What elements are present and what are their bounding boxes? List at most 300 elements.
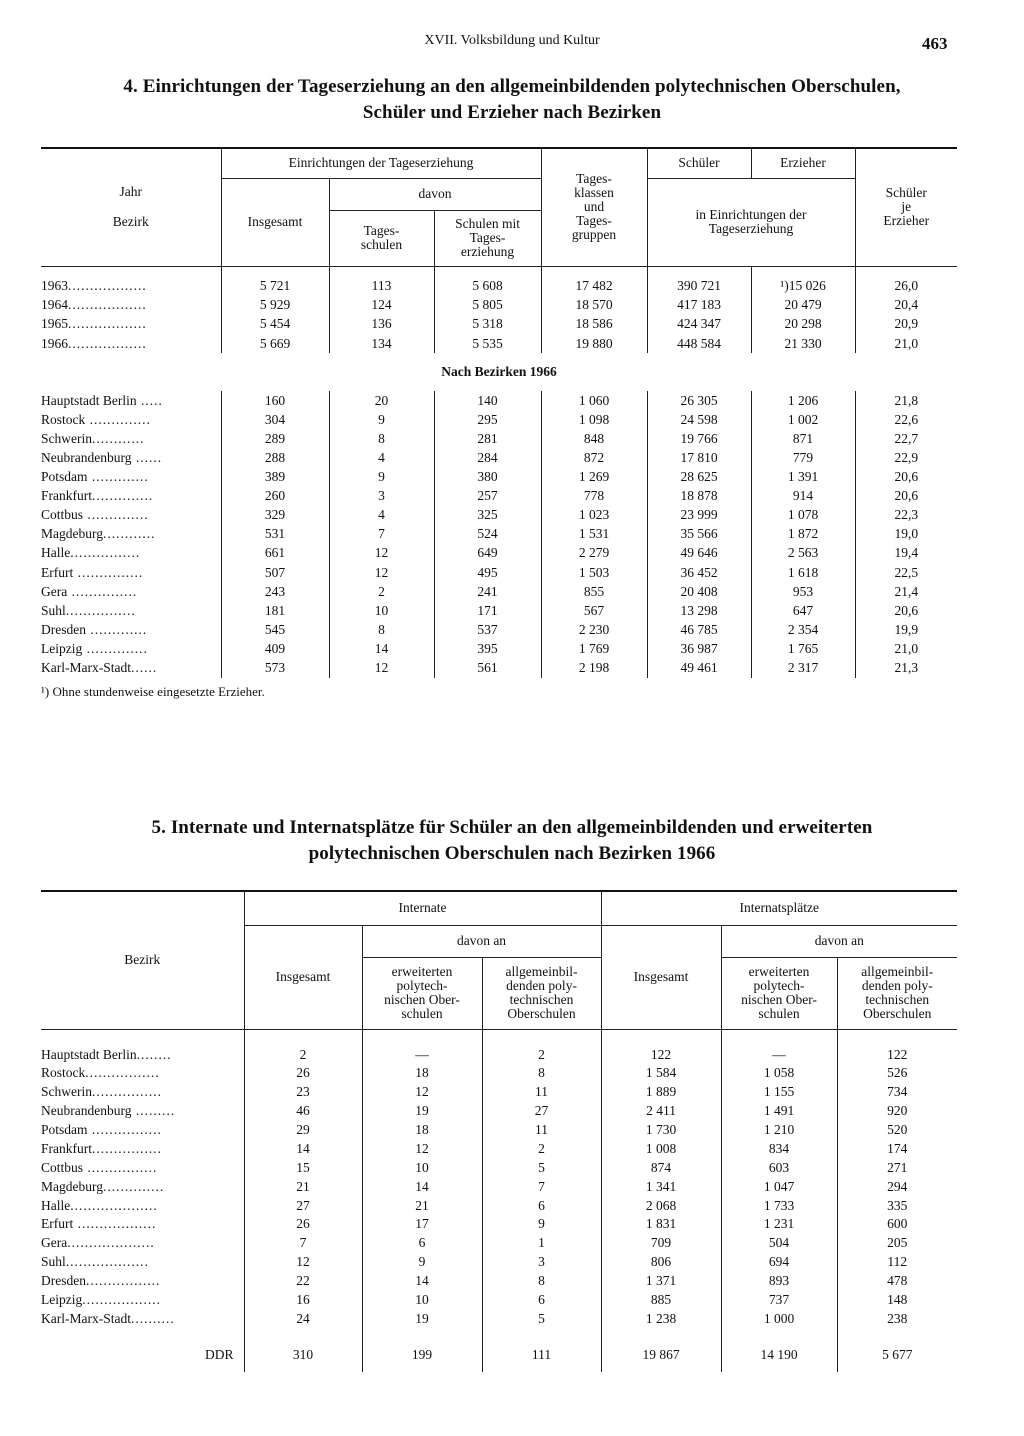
table-row <box>41 410 957 429</box>
table-cell: 9 <box>329 410 434 429</box>
table-cell: 2 354 <box>751 620 855 639</box>
table-cell: 22 <box>244 1272 362 1291</box>
table-cell: 36 452 <box>647 563 751 582</box>
row-label <box>41 1083 244 1102</box>
leader-dots: ..... <box>136 392 163 408</box>
leader-dots: ............... <box>67 583 138 599</box>
row-name: Gera <box>41 583 68 599</box>
leader-dots: ................ <box>92 1084 162 1100</box>
row-name: 1963 <box>41 277 68 293</box>
table-cell: 1 <box>482 1234 601 1253</box>
t5-header-bezirk: Bezirk <box>41 891 244 1029</box>
table-cell: 1 584 <box>601 1064 721 1083</box>
table-cell: 1 371 <box>601 1272 721 1291</box>
table-cell: 16 <box>244 1291 362 1310</box>
t4-header-schulen-mit: Schulen mit Tages- erziehung <box>434 210 541 266</box>
row-label <box>41 1272 244 1291</box>
table-cell: 22,9 <box>894 450 919 466</box>
table-cell: 6 <box>482 1196 601 1215</box>
table-cell: 8 <box>482 1272 601 1291</box>
table-cell: 18 586 <box>541 315 647 334</box>
table-cell: 504 <box>721 1234 837 1253</box>
row-name: 1966 <box>41 335 68 351</box>
leader-dots: .............. <box>82 640 148 656</box>
table-cell: 17 810 <box>647 448 751 467</box>
table-cell: 11 <box>482 1121 601 1140</box>
t4-header-in-einrichtungen: in Einrichtungen der Tageserziehung <box>647 178 855 266</box>
leader-dots: .............. <box>83 507 149 523</box>
table-cell: 35 566 <box>647 525 751 544</box>
row-label <box>41 391 221 410</box>
table-row <box>41 266 957 295</box>
table-cell: 281 <box>434 429 541 448</box>
table-cell: 3 <box>482 1253 601 1272</box>
table-cell: 12 <box>329 563 434 582</box>
table-cell: 21,8 <box>894 392 919 408</box>
table-cell: 1 269 <box>541 468 647 487</box>
table-cell: 1 238 <box>601 1309 721 1328</box>
row-name: Halle <box>41 1197 71 1213</box>
table-cell: 600 <box>887 1216 908 1232</box>
table-cell: 5 535 <box>434 334 541 353</box>
table-cell: 872 <box>541 448 647 467</box>
table-cell: 526 <box>887 1065 908 1081</box>
table-cell: 1 889 <box>601 1083 721 1102</box>
table-cell: 243 <box>221 582 329 601</box>
table-cell: 4 <box>329 448 434 467</box>
row-label <box>41 582 221 601</box>
table-row <box>41 1083 957 1102</box>
table-row <box>41 448 957 467</box>
table-cell: 561 <box>434 659 541 678</box>
table-cell: 390 721 <box>647 266 751 295</box>
t5-header-plaetze-insgesamt: Insgesamt <box>601 925 721 1029</box>
table-cell: 12 <box>362 1139 482 1158</box>
table-cell: 537 <box>434 620 541 639</box>
table-cell: 17 <box>362 1215 482 1234</box>
table-cell: 885 <box>601 1291 721 1310</box>
row-label <box>41 468 221 487</box>
table-cell: 5 929 <box>221 295 329 314</box>
table-cell: 2 317 <box>751 659 855 678</box>
table-cell: 10 <box>362 1291 482 1310</box>
table-cell: 1 491 <box>721 1102 837 1121</box>
table-cell: 14 <box>362 1272 482 1291</box>
table-cell: 18 570 <box>541 295 647 314</box>
table-row <box>41 1064 957 1083</box>
table-cell: 448 584 <box>647 334 751 353</box>
leader-dots: ............. <box>85 621 148 637</box>
table-cell: 495 <box>434 563 541 582</box>
row-label <box>41 1064 244 1083</box>
t5-header-plaetze-davon: davon an <box>721 925 957 957</box>
table-cell: 15 <box>244 1158 362 1177</box>
table-cell: 19 <box>362 1102 482 1121</box>
table-cell: 21 330 <box>751 334 855 353</box>
table-cell: 21,0 <box>894 640 919 656</box>
row-label <box>41 544 221 563</box>
table-cell: 478 <box>887 1273 908 1289</box>
table-cell: 1 531 <box>541 525 647 544</box>
leader-dots: ................. <box>85 1065 160 1081</box>
row-label <box>41 601 221 620</box>
t5-header-internate-insgesamt: Insgesamt <box>244 925 362 1029</box>
table-cell: 914 <box>751 487 855 506</box>
row-label <box>41 1102 244 1121</box>
leader-dots: ............... <box>73 564 144 580</box>
table-cell: 335 <box>887 1197 908 1213</box>
table-row <box>41 1102 957 1121</box>
table-cell: 14 <box>362 1177 482 1196</box>
table-cell: 524 <box>434 525 541 544</box>
t4-header-jahr: Jahr <box>119 184 142 200</box>
t4-header-tagesschulen: Tages- schulen <box>329 210 434 266</box>
t5-header-internate: Internate <box>244 891 601 925</box>
table-cell: 1 000 <box>721 1309 837 1328</box>
table-cell: 1 733 <box>721 1196 837 1215</box>
row-label <box>41 410 221 429</box>
table-row <box>41 1253 957 1272</box>
row-name: Karl-Marx-Stadt <box>41 1310 131 1326</box>
table-cell: 12 <box>329 544 434 563</box>
table-row <box>41 582 957 601</box>
leader-dots: ................. <box>85 1273 161 1289</box>
total-label: DDR <box>41 1328 244 1372</box>
leader-dots: .................. <box>68 296 147 312</box>
table-row <box>41 525 957 544</box>
table-cell: 1 765 <box>751 639 855 658</box>
table-cell: 2 <box>244 1029 362 1064</box>
table-cell: 1 872 <box>751 525 855 544</box>
row-name: 1965 <box>41 316 68 332</box>
row-label <box>41 1215 244 1234</box>
row-label <box>41 525 221 544</box>
table-row <box>41 1139 957 1158</box>
table-cell: 18 878 <box>647 487 751 506</box>
table-cell: 779 <box>751 448 855 467</box>
row-label <box>41 487 221 506</box>
t4-header-tagesklassen: Tages- klassen und Tages- gruppen <box>541 148 647 266</box>
table-cell: 778 <box>541 487 647 506</box>
table-cell: 1 210 <box>721 1121 837 1140</box>
table-cell: 20 408 <box>647 582 751 601</box>
table-cell: 5 318 <box>434 315 541 334</box>
leader-dots: .................. <box>68 335 147 351</box>
table-row <box>41 429 957 448</box>
row-name: Karl-Marx-Stadt <box>41 660 131 676</box>
table-cell: 20 <box>329 391 434 410</box>
t5-header-plaetze-allgemein: allgemeinbil- denden poly- technischen Oberschulen <box>837 957 957 1029</box>
table-cell: 2 <box>482 1029 601 1064</box>
t5-header-internatsplaetze: Internatsplätze <box>601 891 957 925</box>
table4-title <box>0 74 1024 126</box>
table-cell: 26 <box>244 1215 362 1234</box>
table-cell: 24 598 <box>647 410 751 429</box>
table-cell: 647 <box>751 601 855 620</box>
table-cell: 22,7 <box>894 430 919 446</box>
table-row <box>41 563 957 582</box>
table-cell: 953 <box>751 582 855 601</box>
leader-dots: ............. <box>87 469 149 485</box>
table-cell: 2 <box>329 582 434 601</box>
table-cell: 10 <box>362 1158 482 1177</box>
table-cell: 1 098 <box>541 410 647 429</box>
table-cell: 12 <box>244 1253 362 1272</box>
table-cell: 238 <box>887 1310 908 1326</box>
table-cell: 9 <box>482 1215 601 1234</box>
leader-dots: ................ <box>70 545 141 561</box>
table-cell: 19 880 <box>541 334 647 353</box>
table-row <box>41 544 957 563</box>
table-cell: 27 <box>244 1196 362 1215</box>
table-cell: 5 721 <box>221 266 329 295</box>
table-cell: 1 618 <box>751 563 855 582</box>
t4-header-schueler: Schüler <box>647 148 751 178</box>
table-row <box>41 1177 957 1196</box>
table-cell: 874 <box>601 1158 721 1177</box>
table-cell: 171 <box>434 601 541 620</box>
table-cell: 148 <box>887 1292 908 1308</box>
row-name: Dresden <box>41 621 86 637</box>
row-name: Magdeburg <box>41 1178 103 1194</box>
table-cell: 329 <box>221 506 329 525</box>
table-cell: 20 298 <box>751 315 855 334</box>
row-name: Magdeburg <box>41 526 103 542</box>
table-row <box>41 620 957 639</box>
table-cell: 36 987 <box>647 639 751 658</box>
table-cell: ¹)15 026 <box>751 266 855 295</box>
table-cell: 709 <box>601 1234 721 1253</box>
table-row <box>41 1121 957 1140</box>
table-cell: 694 <box>721 1253 837 1272</box>
table-cell: 20,4 <box>894 296 919 312</box>
table-cell: 520 <box>887 1122 908 1137</box>
row-label <box>41 1196 244 1215</box>
table-cell: 112 <box>887 1254 908 1270</box>
table-cell: 409 <box>221 639 329 658</box>
table-cell: 49 461 <box>647 659 751 678</box>
table-cell: 1 078 <box>751 506 855 525</box>
row-label <box>41 295 221 314</box>
leader-dots: .............. <box>92 488 154 504</box>
table-cell: 24 <box>244 1309 362 1328</box>
table-cell: 2 198 <box>541 659 647 678</box>
table-cell: 806 <box>601 1253 721 1272</box>
t4-header-jahr-bezirk <box>41 148 221 266</box>
table-cell: 22,3 <box>894 507 919 523</box>
t5-header-plaetze-erweiterten: erweiterten polytech- nischen Ober- schulen <box>721 957 837 1029</box>
leader-dots: ......... <box>131 1103 176 1119</box>
table-cell: 20 479 <box>751 295 855 314</box>
table-cell: 5 454 <box>221 315 329 334</box>
table-cell: 294 <box>887 1178 908 1194</box>
table-cell: 5 608 <box>434 266 541 295</box>
table-cell: 288 <box>221 448 329 467</box>
table-cell: 21 <box>362 1196 482 1215</box>
table-cell: 661 <box>221 544 329 563</box>
table-cell: 205 <box>887 1235 908 1251</box>
row-name: Schwerin <box>41 1084 92 1100</box>
table-cell: 1 060 <box>541 391 647 410</box>
row-name: Leipzig <box>41 640 83 656</box>
table-cell: 848 <box>541 429 647 448</box>
table-cell: 2 068 <box>601 1196 721 1215</box>
table-cell: 26,0 <box>894 277 919 293</box>
row-label <box>41 1253 244 1272</box>
table5 <box>41 890 957 1372</box>
table4-title-line2: Schüler und Erzieher nach Bezirken <box>362 102 662 123</box>
table-cell: 257 <box>434 487 541 506</box>
total-cell: 14 190 <box>721 1328 837 1372</box>
row-label <box>41 1121 244 1140</box>
row-name: Neubrandenburg <box>41 1103 132 1119</box>
leader-dots: .......... <box>130 1310 175 1326</box>
row-name: Potsdam <box>41 469 88 485</box>
table-cell: 19 <box>362 1309 482 1328</box>
total-cell: 111 <box>482 1328 601 1372</box>
row-label <box>41 315 221 334</box>
table-row <box>41 1272 957 1291</box>
row-name: Neubrandenburg <box>41 450 132 466</box>
table-cell: 17 482 <box>541 266 647 295</box>
table-cell: 1 023 <box>541 506 647 525</box>
table-cell: — <box>721 1029 837 1064</box>
table-cell: 5 <box>482 1309 601 1328</box>
t5-header-internate-davon: davon an <box>362 925 601 957</box>
leader-dots: ................ <box>83 1159 158 1175</box>
row-name: Rostock <box>41 1065 86 1081</box>
table-cell: 271 <box>887 1159 908 1175</box>
row-label <box>41 639 221 658</box>
table-cell: 11 <box>482 1083 601 1102</box>
table-cell: 417 183 <box>647 295 751 314</box>
table-cell: 834 <box>721 1139 837 1158</box>
table-cell: 20,6 <box>894 469 919 485</box>
table-row <box>41 639 957 658</box>
table-cell: 136 <box>329 315 434 334</box>
row-name: Hauptstadt Berlin <box>41 1046 137 1062</box>
table-cell: 26 <box>244 1064 362 1083</box>
table-cell: 122 <box>887 1046 908 1062</box>
total-row <box>41 1328 957 1372</box>
t4-header-schueler-je-erzieher: Schüler je Erzieher <box>855 148 957 266</box>
row-label <box>41 1177 244 1196</box>
total-cell: 310 <box>244 1328 362 1372</box>
table-cell: 12 <box>329 659 434 678</box>
table-row <box>41 1158 957 1177</box>
table-cell: 1 058 <box>721 1064 837 1083</box>
row-name: Gera <box>41 1235 68 1251</box>
table-row <box>41 1215 957 1234</box>
table-cell: 1 730 <box>601 1121 721 1140</box>
table-cell: 22,5 <box>894 564 919 580</box>
table-cell: 140 <box>434 391 541 410</box>
leader-dots: ...... <box>130 660 158 676</box>
table-row <box>41 487 957 506</box>
table-row <box>41 391 957 410</box>
table-cell: 46 785 <box>647 620 751 639</box>
table-row <box>41 1196 957 1215</box>
table-cell: 8 <box>482 1064 601 1083</box>
leader-dots: .............. <box>85 411 151 427</box>
table-row <box>41 1309 957 1328</box>
table-cell: 603 <box>721 1158 837 1177</box>
table-cell: 113 <box>329 266 434 295</box>
table-cell: 21,3 <box>894 660 919 676</box>
table-cell: 160 <box>221 391 329 410</box>
row-label <box>41 506 221 525</box>
table-cell: 18 <box>362 1064 482 1083</box>
table-row <box>41 1029 957 1064</box>
row-label <box>41 1029 244 1064</box>
leader-dots: .................. <box>68 277 147 293</box>
row-label <box>41 1158 244 1177</box>
row-label <box>41 334 221 353</box>
table-cell: 18 <box>362 1121 482 1140</box>
row-name: Halle <box>41 545 71 561</box>
table-cell: 49 646 <box>647 544 751 563</box>
table-row <box>41 295 957 314</box>
table-cell: 424 347 <box>647 315 751 334</box>
table-cell: 737 <box>721 1291 837 1310</box>
table-cell: 284 <box>434 448 541 467</box>
leader-dots: .................. <box>73 1216 157 1232</box>
table-cell: 20,9 <box>894 316 919 332</box>
row-label <box>41 563 221 582</box>
table-cell: 3 <box>329 487 434 506</box>
table-cell: 7 <box>329 525 434 544</box>
table-row <box>41 601 957 620</box>
table-cell: 507 <box>221 563 329 582</box>
table-row <box>41 468 957 487</box>
table-cell: 21,4 <box>894 583 919 599</box>
row-label <box>41 1139 244 1158</box>
table-row <box>41 334 957 353</box>
table-cell: 1 769 <box>541 639 647 658</box>
leader-dots: .................... <box>70 1197 158 1213</box>
t4-header-bezirk: Bezirk <box>112 214 149 230</box>
table-cell: 573 <box>221 659 329 678</box>
table-cell: 567 <box>541 601 647 620</box>
table-cell: — <box>362 1029 482 1064</box>
chapter-title: XVII. Volksbildung und Kultur <box>424 33 600 48</box>
table-cell: 21,0 <box>894 335 919 351</box>
t4-header-insgesamt: Insgesamt <box>221 178 329 266</box>
table-cell: 241 <box>434 582 541 601</box>
table-cell: 7 <box>482 1177 601 1196</box>
row-name: Cottbus <box>41 507 84 523</box>
table-cell: 304 <box>221 410 329 429</box>
t4-section-label: Nach Bezirken 1966 <box>441 364 557 380</box>
row-name: 1964 <box>41 296 68 312</box>
row-name: Suhl <box>41 602 66 618</box>
table-cell: 26 305 <box>647 391 751 410</box>
row-name: Rostock <box>41 411 86 427</box>
table-cell: 22,6 <box>894 411 919 427</box>
row-name: Erfurt <box>41 564 74 580</box>
table-cell: 20,6 <box>894 602 919 618</box>
table-cell: 14 <box>329 639 434 658</box>
table-cell: 1 831 <box>601 1215 721 1234</box>
table-cell: 545 <box>221 620 329 639</box>
table5-title-line1: 5. Internate und Internatsplätze für Schüler an den allgemeinbildenden und erweiterten <box>151 817 873 838</box>
table-cell: 181 <box>221 601 329 620</box>
table-cell: 2 <box>482 1139 601 1158</box>
table-cell: 1 002 <box>751 410 855 429</box>
table-cell: 389 <box>221 468 329 487</box>
table-cell: 23 <box>244 1083 362 1102</box>
table-cell: 14 <box>244 1139 362 1158</box>
